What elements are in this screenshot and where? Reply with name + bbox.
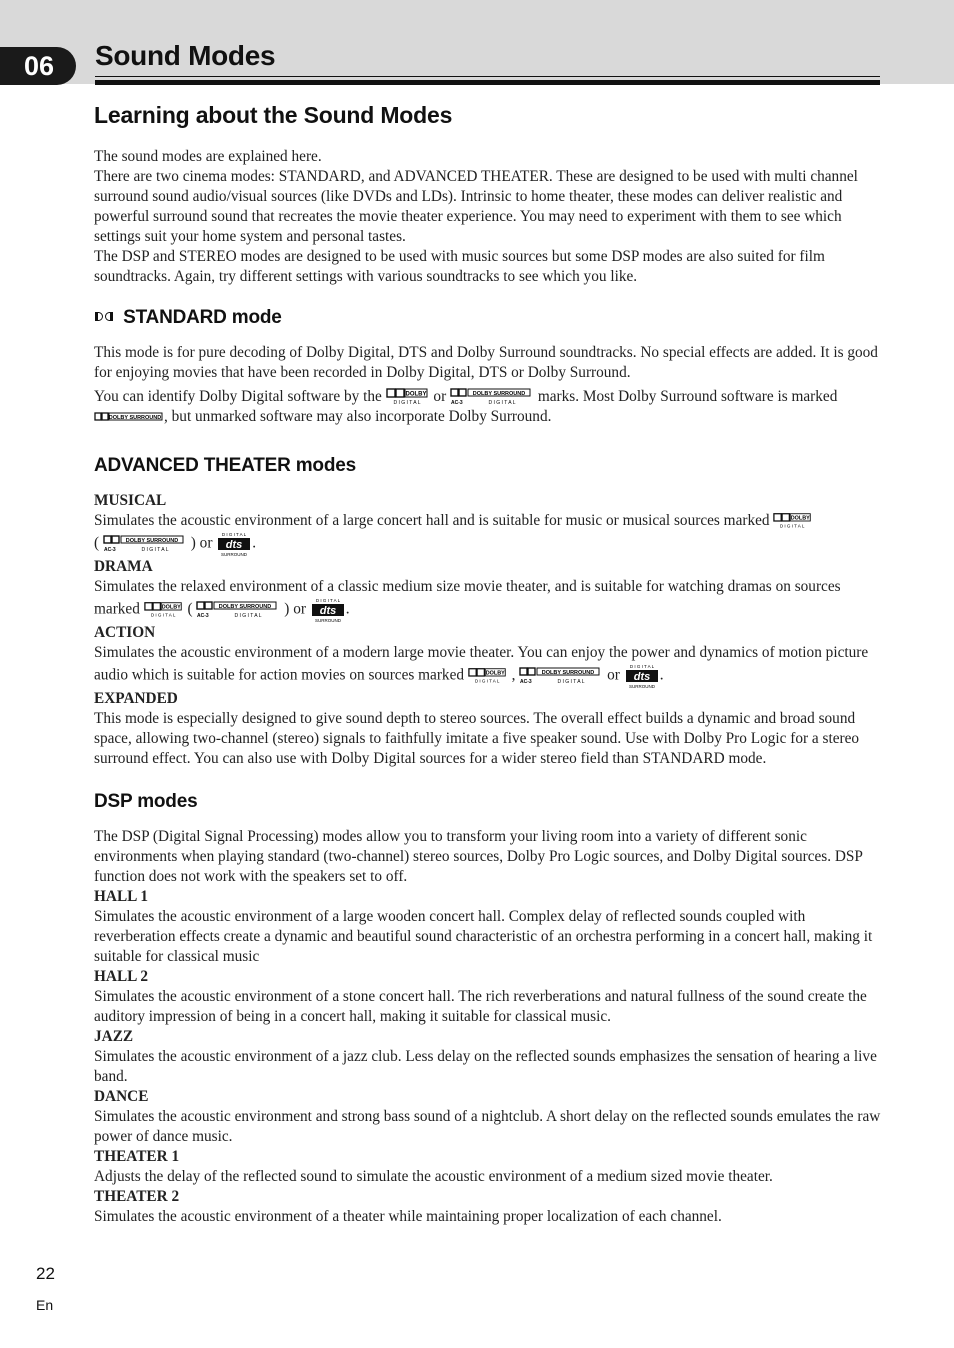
term-dance: DANCE bbox=[94, 1088, 149, 1105]
header-thick-rule bbox=[95, 80, 880, 85]
term-action: ACTION bbox=[94, 624, 156, 641]
language-code: En bbox=[36, 1297, 54, 1313]
chapter-number-tab: 06 bbox=[0, 47, 76, 85]
svg-text:D I G I T A L: D I G I T A L bbox=[488, 400, 516, 407]
dts-logo bbox=[310, 597, 346, 623]
term-theater-1: THEATER 1 bbox=[94, 1148, 180, 1165]
term-hall-2: HALL 2 bbox=[94, 968, 148, 985]
page-content bbox=[94, 100, 884, 1227]
dolby-double-d-icon bbox=[94, 311, 118, 325]
svg-text:AC-3: AC-3 bbox=[520, 679, 532, 685]
svg-text:D I G I T A L: D I G I T A L bbox=[393, 400, 421, 407]
dolby-surround-logo bbox=[94, 412, 164, 422]
svg-text:D I G I T A L: D I G I T A L bbox=[141, 547, 169, 553]
learning-intro-1: The sound modes are explained here. bbox=[94, 148, 322, 165]
svg-text:D I G I T A L: D I G I T A L bbox=[474, 678, 500, 684]
dolby-digital-logo bbox=[773, 512, 813, 530]
dts-logo bbox=[216, 531, 252, 557]
theater-2-description: Simulates the acoustic environment of a theater while maintaining proper localization of each channel. bbox=[94, 1208, 722, 1225]
svg-text:dts: dts bbox=[226, 539, 243, 551]
dolby-digital-logo bbox=[468, 667, 508, 685]
standard-para-1: This mode is for pure decoding of Dolby Digital, DTS and Dolby Surround soundtracks. No special effects are added. It is good for enjoying movies that have been recorded in Dolby Digital, DTS or Dolby Surround. bbox=[94, 344, 878, 381]
svg-text:DOLBY: DOLBY bbox=[405, 391, 427, 398]
standard-heading bbox=[94, 307, 884, 329]
svg-text:DOLBY SURROUND: DOLBY SURROUND bbox=[472, 391, 526, 398]
chapter-title: Sound Modes bbox=[95, 40, 276, 71]
dolby-surround-ac3-logo bbox=[450, 388, 534, 406]
svg-text:AC-3: AC-3 bbox=[197, 613, 210, 619]
dsp-mode-list bbox=[94, 887, 884, 1227]
dolby-digital-logo bbox=[144, 601, 184, 619]
term-musical: MUSICAL bbox=[94, 492, 167, 509]
theater-1-description: Adjusts the delay of the reflected sound to simulate the acoustic environment of a medium sized movie theater. bbox=[94, 1168, 773, 1185]
term-jazz: JAZZ bbox=[94, 1028, 134, 1045]
svg-text:DOLBY SURROUND: DOLBY SURROUND bbox=[108, 415, 162, 422]
learning-intro-2: There are two cinema modes: STANDARD, and ADVANCED THEATER. These are designed to be used with multi channel surround sound audio/visual sources (like DVDs and LDs). Intrinsic to home theater, these modes can deliver realistic and powerful surround sound that recreates the movie theater experience. You may need to experiment with them to see which settings suit your home system and personal tastes. bbox=[94, 168, 858, 245]
term-drama: DRAMA bbox=[94, 558, 153, 575]
standard-para-2: You can identify Dolby Digital software by the DOLBY D I G I T A L or DOLBY SURROUND AC-3 D I G I T A L marks. Most Dolby Surround software is marked DOLBY SURROUND , but unmarked software may also incorporate Dolby Surround. bbox=[94, 388, 838, 425]
dolby-surround-ac3-logo bbox=[196, 601, 280, 619]
svg-text:DOLBY: DOLBY bbox=[161, 604, 181, 611]
svg-text:D I G I T A L: D I G I T A L bbox=[557, 679, 585, 685]
musical-description: Simulates the acoustic environment of a large concert hall and is suitable for music or musical sources marked DOLBY D I G I T A L ( DOLBY SURROUND AC-3 D I G I T A L ) or D I G I T A L dts SURROUND . bbox=[94, 511, 884, 557]
hall-2-description: Simulates the acoustic environment of a stone concert hall. The rich reverberations and natural fullness of the sound create the auditory impression of being in a concert hall, making it suitable for classical music. bbox=[94, 988, 867, 1025]
svg-text:SURROUND: SURROUND bbox=[221, 552, 248, 557]
drama-description: Simulates the relaxed environment of a classic medium size movie theater, and is suitable for watching dramas on sources marked DOLBY D I G I T A L ( DOLBY SURROUND AC-3 D I G I T A L ) or D I G I T A L dts SURROUND . bbox=[94, 578, 841, 623]
svg-text:D I G I T A L: D I G I T A L bbox=[150, 612, 176, 618]
learning-heading: Learning about the Sound Modes bbox=[94, 102, 453, 128]
expanded-description: This mode is especially designed to give sound depth to stereo sources. The overall effect builds a dynamic and broad sound space, allowing two-channel (stereo) signals to faithfully imitate a five speaker sound. Use with Dolby Pro Logic for a stereo surround effect. You can also use with Dolby Digital sources for a wider stereo field than STANDARD mode. bbox=[94, 710, 860, 767]
standard-heading-label: STANDARD mode bbox=[123, 307, 282, 328]
term-hall-1: HALL 1 bbox=[94, 888, 148, 905]
svg-text:D I G I T A L: D I G I T A L bbox=[780, 523, 805, 529]
svg-text:DOLBY SURROUND: DOLBY SURROUND bbox=[542, 670, 595, 676]
svg-text:DOLBY: DOLBY bbox=[485, 670, 505, 677]
svg-text:D I G I T A L: D I G I T A L bbox=[315, 598, 340, 603]
svg-text:D I G I T A L: D I G I T A L bbox=[629, 664, 654, 669]
hall-1-description: Simulates the acoustic environment of a large wooden concert hall. Complex delay of reflected sounds coupled with reverberation effects create a dynamic and beautiful sound characteristic of an orchestra performing in a concert hall, making it suitable for classical music bbox=[94, 908, 873, 965]
dolby-surround-ac3-logo bbox=[519, 667, 603, 685]
svg-text:DOLBY SURROUND: DOLBY SURROUND bbox=[125, 538, 179, 544]
dsp-heading: DSP modes bbox=[94, 791, 198, 812]
dolby-surround-ac3-logo bbox=[103, 535, 187, 553]
advanced-heading: ADVANCED THEATER modes bbox=[94, 455, 356, 476]
svg-text:DOLBY: DOLBY bbox=[791, 516, 811, 523]
header-thin-rule bbox=[95, 76, 880, 77]
jazz-description: Simulates the acoustic environment of a jazz club. Less delay on the reflected sounds emphasizes the sensation of hearing a live band. bbox=[94, 1048, 877, 1085]
svg-text:DOLBY SURROUND: DOLBY SURROUND bbox=[219, 604, 272, 610]
svg-text:SURROUND: SURROUND bbox=[628, 684, 655, 689]
term-theater-2: THEATER 2 bbox=[94, 1188, 180, 1205]
svg-text:D I G I T A L: D I G I T A L bbox=[222, 532, 247, 537]
svg-text:AC-3: AC-3 bbox=[451, 400, 463, 407]
svg-text:D I G I T A L: D I G I T A L bbox=[234, 613, 262, 619]
svg-text:dts: dts bbox=[633, 671, 650, 683]
dance-description: Simulates the acoustic environment and strong bass sound of a nightclub. A short delay on the reflected sounds emulates the raw power of dance music. bbox=[94, 1108, 881, 1145]
term-expanded: EXPANDED bbox=[94, 690, 178, 707]
action-description: Simulates the acoustic environment of a modern large movie theater. You can enjoy the power and dynamics of motion picture audio which is suitable for action movies on sources marked DOLBY D I G I T A L , DOLBY SURROUND AC-3 D I G I T A L or D I G I T A L dts SURROUND . bbox=[94, 644, 869, 689]
svg-text:AC-3: AC-3 bbox=[103, 547, 116, 553]
dts-logo bbox=[624, 663, 660, 689]
dsp-intro: The DSP (Digital Signal Processing) modes allow you to transform your living room into a variety of different sonic environments when playing standard (two-channel) stereo sources, Dolby Pro Logic sources, and Dolby Digital sources. DSP function does not work with the speakers set to off. bbox=[94, 828, 863, 885]
svg-text:dts: dts bbox=[319, 605, 337, 617]
page-number: 22 bbox=[36, 1264, 55, 1283]
learning-intro-3: The DSP and STEREO modes are designed to be used with music sources but some DSP modes are also suited for film soundtracks. Again, try different settings with various soundtracks to see which you like. bbox=[94, 248, 825, 285]
svg-text:SURROUND: SURROUND bbox=[314, 618, 341, 623]
dolby-digital-logo bbox=[386, 388, 430, 406]
